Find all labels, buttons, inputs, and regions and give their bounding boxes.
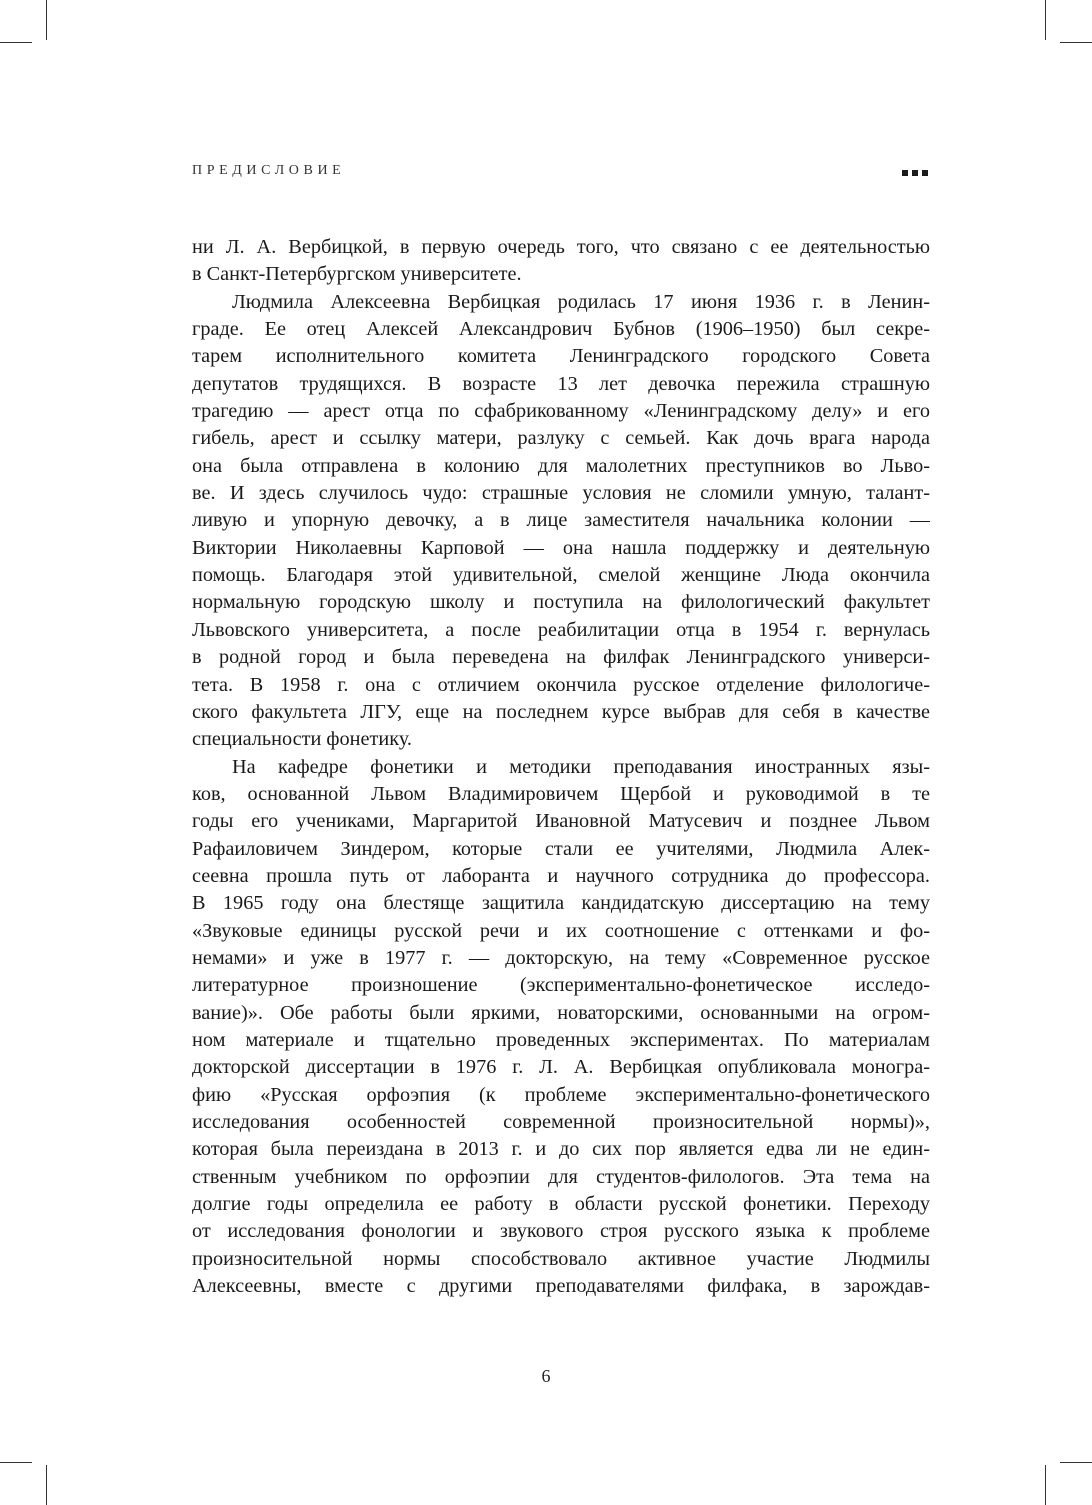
text-line: от исследования фонологии и звукового строя русского языка к проблеме [192, 1220, 930, 1243]
ornament-dot [912, 170, 918, 176]
text-line: докторской диссертации в 1976 г. Л. А. Вербицкая опубликовала моногра- [192, 1056, 930, 1079]
text-line: вание)». Обе работы были яркими, новаторскими, основанными на огром- [192, 1001, 930, 1024]
text-line: в Санкт-Петербургском университете. [192, 263, 522, 286]
text-line: Людмила Алексеевна Вербицкая родилась 17 июня 1936 г. в Ленин- [232, 290, 930, 313]
text-line: литературное произношение (экспериментально-фонетическое исследо- [192, 974, 930, 997]
text-line: немами» и уже в 1977 г. — докторскую, на тему «Современное русское [192, 946, 930, 969]
text-line: Львовского университета, а после реабилитации отца в 1954 г. вернулась [192, 618, 930, 641]
crop-mark-top-right-horizontal [1060, 42, 1092, 43]
text-line: нормальную городскую школу и поступила на филологический факультет [192, 591, 930, 614]
text-line: гибель, арест и ссылку матери, разлуку с семьей. Как дочь врага народа [192, 427, 930, 450]
ornament-dot [902, 170, 908, 176]
text-line: в родной город и была переведена на филфак Ленинградского универси- [192, 646, 930, 669]
text-line: ни Л. А. Вербицкой, в первую очередь того, что связано с ее деятельностью [192, 236, 930, 258]
text-line: ве. И здесь случилось чудо: страшные условия не сломили умную, талант- [192, 482, 930, 505]
text-line: ливую и упорную девочку, а в лице заместителя начальника колонии — [192, 509, 930, 532]
text-line: Виктории Николаевны Карповой — она нашла поддержку и деятельную [192, 536, 930, 559]
text-line: произносительной нормы способствовало активное участие Людмилы [192, 1247, 930, 1270]
crop-mark-top-left-vertical [46, 0, 47, 40]
text-line: депутатов трудящихся. В возрасте 13 лет девочка пережила страшную [192, 372, 930, 395]
crop-mark-bottom-right-vertical [1045, 1465, 1046, 1505]
text-line: граде. Ее отец Алексей Александрович Бубнов (1906–1950) был секре- [192, 318, 930, 341]
ornament-dot [922, 170, 928, 176]
text-line: она была отправлена в колонию для малолетних преступников во Льво- [192, 454, 930, 477]
crop-mark-bottom-right-horizontal [1060, 1462, 1092, 1463]
body-text [192, 234, 930, 1300]
text-line: Рафаиловичем Зиндером, которые стали ее учителями, Людмила Алек- [192, 837, 930, 860]
crop-mark-bottom-left-horizontal [0, 1462, 32, 1463]
text-line: исследования особенностей современной произносительной нормы)», [192, 1111, 930, 1133]
text-line: «Звуковые единицы русской речи и их соотношение с оттенками и фо- [192, 919, 930, 942]
text-line: фию «Русская орфоэпия (к проблеме экспериментально-фонетического [192, 1083, 930, 1106]
crop-mark-bottom-left-vertical [46, 1465, 47, 1505]
text-line: тета. В 1958 г. она с отличием окончила русское отделение филологиче- [192, 673, 930, 696]
text-line: ков, основанной Львом Владимировичем Щербой и руководимой в те [192, 782, 930, 805]
running-title: ПРЕДИСЛОВИЕ [192, 163, 346, 178]
text-line: годы его учениками, Маргаритой Ивановной Матусевич и позднее Львом [192, 810, 930, 833]
text-line: тарем исполнительного комитета Ленинградского городского Совета [192, 345, 930, 368]
text-line: помощь. Благодаря этой удивительной, смелой женщине Люда окончила [192, 564, 930, 587]
page-number: 6 [541, 1366, 551, 1386]
text-line: сеевна прошла путь от лаборанта и научного сотрудника до профессора. [192, 864, 930, 887]
text-line: трагедию — арест отца по сфабрикованному «Ленинградскому делу» и его [192, 400, 930, 423]
text-line: ственным учебником по орфоэпии для студентов-филологов. Эта тема на [192, 1165, 930, 1188]
text-line: Алексеевны, вместе с другими преподавателями филфака, в зарождав- [192, 1275, 930, 1298]
dots-ornament-icon [902, 170, 928, 176]
crop-mark-top-right-vertical [1045, 0, 1046, 40]
text-line: долгие годы определила ее работу в области русской фонетики. Переходу [192, 1193, 930, 1216]
text-line: ского факультета ЛГУ, еще на последнем курсе выбрав для себя в качестве [192, 700, 930, 723]
text-line: На кафедре фонетики и методики преподавания иностранных язы- [232, 755, 930, 778]
crop-mark-top-left-horizontal [0, 42, 32, 43]
text-line: специальности фонетику. [192, 728, 413, 751]
text-line: ном материале и тщательно проведенных экспериментах. По материалам [192, 1028, 930, 1051]
text-line: В 1965 году она блестяще защитила кандидатскую диссертацию на тему [192, 892, 930, 915]
text-line: которая была переиздана в 2013 г. и до сих пор является едва ли не един- [192, 1138, 930, 1161]
